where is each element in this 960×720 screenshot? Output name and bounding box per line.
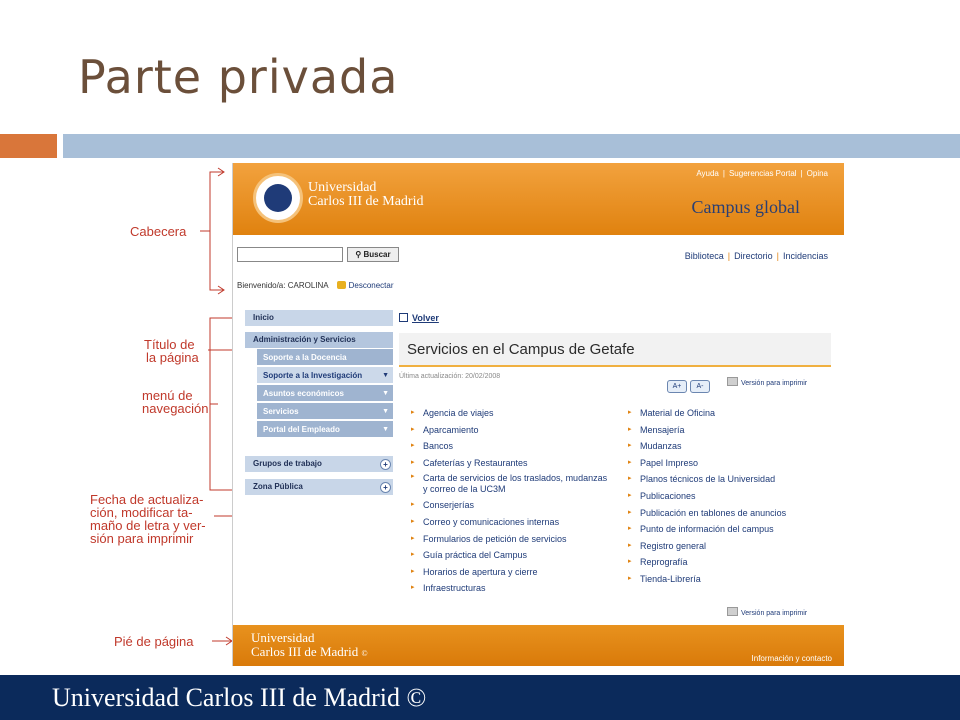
expand-icon[interactable]: + — [380, 459, 391, 470]
annotation-fecha — [90, 493, 206, 545]
back-icon — [399, 313, 408, 322]
annotation-fecha-line2: ción, modificar ta- — [90, 505, 193, 520]
logout-link[interactable]: Desconectar — [348, 281, 394, 290]
list-item[interactable]: ▸ Bancos — [409, 438, 609, 455]
lock-icon — [337, 281, 346, 289]
chevron-down-icon: ▼ — [382, 372, 389, 379]
footer-university-line2: Carlos III de Madrid — [251, 644, 359, 659]
portal-screenshot — [232, 163, 844, 666]
print-label: Versión para imprimir — [741, 610, 808, 617]
annotation-cabecera: Cabecera — [130, 224, 187, 239]
back-link[interactable] — [399, 313, 439, 323]
list-item[interactable]: ▸ Infraestructuras — [409, 580, 609, 597]
quick-links: Biblioteca | Directorio | Incidencias — [681, 251, 832, 261]
list-item[interactable]: ▸ Guía práctica del Campus — [409, 547, 609, 564]
link-biblioteca[interactable]: Biblioteca — [684, 251, 724, 261]
list-item[interactable]: ▸ Planos técnicos de la Universidad — [626, 471, 836, 488]
list-item[interactable]: ▸ Aparcamiento — [409, 422, 609, 439]
print-link-bottom[interactable] — [727, 607, 807, 617]
list-item[interactable]: ▸ Papel Impreso — [626, 455, 836, 472]
footer-university-line1: Universidad — [251, 630, 315, 645]
welcome-text: Bienvenido/a: CAROLINA — [237, 281, 329, 290]
annotation-fecha-line3: maño de letra y ver- — [90, 518, 206, 533]
print-link[interactable] — [727, 377, 807, 387]
nav-soporte-docencia[interactable]: Soporte a la Docencia — [257, 349, 393, 366]
nav-grupos-label: Grupos de trabajo — [253, 459, 322, 468]
portal-footer — [233, 625, 844, 666]
list-item[interactable]: ▸ Horarios de apertura y cierre — [409, 564, 609, 581]
printer-icon — [727, 377, 738, 386]
annotation-titulo — [144, 338, 199, 364]
link-incidencias[interactable]: Incidencias — [782, 251, 828, 261]
search-button[interactable] — [347, 247, 399, 262]
welcome-bar — [237, 281, 394, 290]
footer-info-link[interactable]: Información y contacto — [751, 654, 832, 663]
list-item[interactable]: ▸ Mudanzas — [626, 438, 836, 455]
list-item[interactable]: ▸ Cafeterías y Restaurantes — [409, 455, 609, 472]
list-item[interactable]: ▸ Mensajería — [626, 422, 836, 439]
portal-header — [233, 163, 844, 235]
search-input[interactable] — [237, 247, 343, 262]
nav-administracion[interactable]: Administración y Servicios — [245, 332, 393, 348]
annotation-titulo-line2: la página — [146, 350, 199, 365]
list-item[interactable]: ▸ Correo y comunicaciones internas — [409, 514, 609, 531]
header-university-name[interactable] — [308, 181, 423, 209]
header-top-links: Ayuda | Sugerencias Portal | Opina — [692, 169, 832, 178]
chevron-down-icon: ▼ — [382, 426, 389, 433]
nav-asuntos-economicos[interactable] — [257, 385, 393, 402]
list-item[interactable]: ▸ Tienda-Librería — [626, 571, 836, 588]
nav-zona-publica[interactable] — [245, 479, 393, 495]
expand-icon[interactable]: + — [380, 482, 391, 493]
page-title: Servicios en el Campus de Getafe — [407, 341, 635, 358]
page-title-box — [399, 333, 831, 367]
chevron-down-icon: ▼ — [382, 390, 389, 397]
search-button-label: Buscar — [363, 250, 391, 259]
list-item[interactable]: ▸ Material de Oficina — [626, 405, 836, 422]
list-item[interactable]: ▸ Registro general — [626, 538, 836, 555]
list-item[interactable]: ▸ Publicaciones — [626, 488, 836, 505]
annotation-titulo-line1: Título de — [144, 337, 195, 352]
annotation-menu-line1: menú de — [142, 388, 193, 403]
back-label: Volver — [412, 313, 439, 323]
list-item[interactable]: ▸ Reprografía — [626, 554, 836, 571]
header-university-line1: Universidad — [308, 180, 377, 195]
slide-footer-text: Universidad Carlos III de Madrid © — [52, 683, 427, 712]
nav-portal-empleado[interactable] — [257, 421, 393, 438]
services-list-right — [626, 405, 836, 588]
annotation-pie: Pié de página — [114, 634, 194, 649]
nav-inicio[interactable]: Inicio — [245, 310, 393, 326]
link-ayuda[interactable]: Ayuda — [696, 169, 719, 178]
footer-university-name — [251, 631, 368, 661]
nav-servicios-label: Servicios — [263, 407, 299, 416]
nav-grupos-trabajo[interactable] — [245, 456, 393, 472]
nav-portal-empleado-label: Portal del Empleado — [263, 425, 340, 434]
list-item[interactable]: ▸ Agencia de viajes — [409, 405, 609, 422]
annotation-fecha-line4: sión para imprimir — [90, 531, 194, 546]
print-label: Versión para imprimir — [741, 380, 808, 387]
link-sugerencias[interactable]: Sugerencias Portal — [728, 169, 797, 178]
annotation-fecha-line1: Fecha de actualiza- — [90, 492, 204, 507]
list-item[interactable]: ▸ Punto de información del campus — [626, 521, 836, 538]
chevron-down-icon: ▼ — [382, 408, 389, 415]
nav-servicios[interactable] — [257, 403, 393, 420]
footer-copyright: © — [361, 649, 368, 658]
last-updated: Última actualización: 20/02/2008 — [399, 373, 501, 380]
nav-soporte-investigacion[interactable] — [257, 367, 393, 384]
font-increase-button[interactable]: A+ — [667, 380, 687, 393]
university-seal-icon[interactable] — [253, 173, 303, 223]
list-item[interactable]: ▸ Publicación en tablones de anuncios — [626, 505, 836, 522]
services-list-left — [409, 405, 609, 597]
nav-soporte-investigacion-label: Soporte a la Investigación — [263, 371, 363, 380]
font-decrease-button[interactable]: A- — [690, 380, 710, 393]
annotation-menu — [142, 389, 209, 415]
slide-title: Parte privada — [78, 50, 399, 104]
link-directorio[interactable]: Directorio — [734, 251, 773, 261]
header-university-line2: Carlos III de Madrid — [308, 194, 424, 209]
nav-zona-label: Zona Pública — [253, 482, 303, 491]
list-item[interactable]: ▸ Carta de servicios de los traslados, mudanzas y correo de la UC3M — [409, 471, 609, 497]
list-item[interactable]: ▸ Conserjerías — [409, 497, 609, 514]
campus-global-title: Campus global — [691, 197, 800, 217]
list-item[interactable]: ▸ Formularios de petición de servicios — [409, 531, 609, 548]
font-size-controls — [667, 375, 713, 393]
printer-icon — [727, 607, 738, 616]
nav-asuntos-economicos-label: Asuntos económicos — [263, 389, 344, 398]
search-icon: ⚲ — [355, 250, 364, 259]
link-opina[interactable]: Opina — [806, 169, 828, 178]
annotation-menu-line2: navegación — [142, 401, 209, 416]
